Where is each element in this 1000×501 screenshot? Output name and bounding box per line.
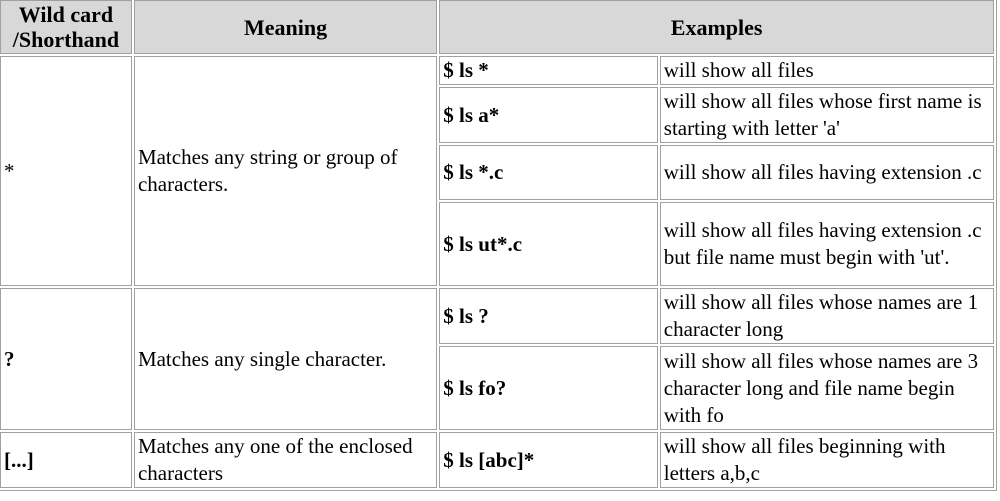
command-cell: $ ls *.c [439, 145, 658, 200]
wildcard-cell: * [0, 56, 132, 286]
header-wildcard-line1: Wild card [18, 2, 114, 27]
description-cell: will show all files having extension .c [660, 145, 994, 200]
meaning-cell: Matches any single character. [134, 288, 437, 430]
command-cell: $ ls a* [439, 87, 658, 143]
table-row [0, 56, 994, 85]
wildcard-cell: [...] [0, 432, 132, 488]
command-cell: $ ls fo? [439, 346, 658, 430]
description-cell: will show all files having extension .c but file name must begin with 'ut'. [660, 202, 994, 286]
command-cell: $ ls ut*.c [439, 202, 658, 286]
description-cell: will show all files whose names are 3 character long and file name begin with fo [660, 346, 994, 430]
header-meaning: Meaning [134, 0, 437, 54]
header-row [0, 0, 994, 54]
header-wildcard-line2: /Shorthand [12, 27, 120, 52]
header-wildcard [0, 0, 132, 54]
table-row [0, 288, 994, 344]
wildcard-cell: ? [0, 288, 132, 430]
meaning-cell: Matches any string or group of characters. [134, 56, 437, 286]
meaning-cell: Matches any one of the enclosed characters [134, 432, 437, 488]
command-cell: $ ls * [439, 56, 658, 85]
command-cell: $ ls [abc]* [439, 432, 658, 488]
table-row [0, 432, 994, 488]
description-cell: will show all files [660, 56, 994, 85]
description-cell: will show all files whose first name is starting with letter 'a' [660, 87, 994, 143]
command-cell: $ ls ? [439, 288, 658, 344]
description-cell: will show all files beginning with letters a,b,c [660, 432, 994, 488]
header-examples: Examples [439, 0, 994, 54]
description-cell: will show all files whose names are 1 character long [660, 288, 994, 344]
